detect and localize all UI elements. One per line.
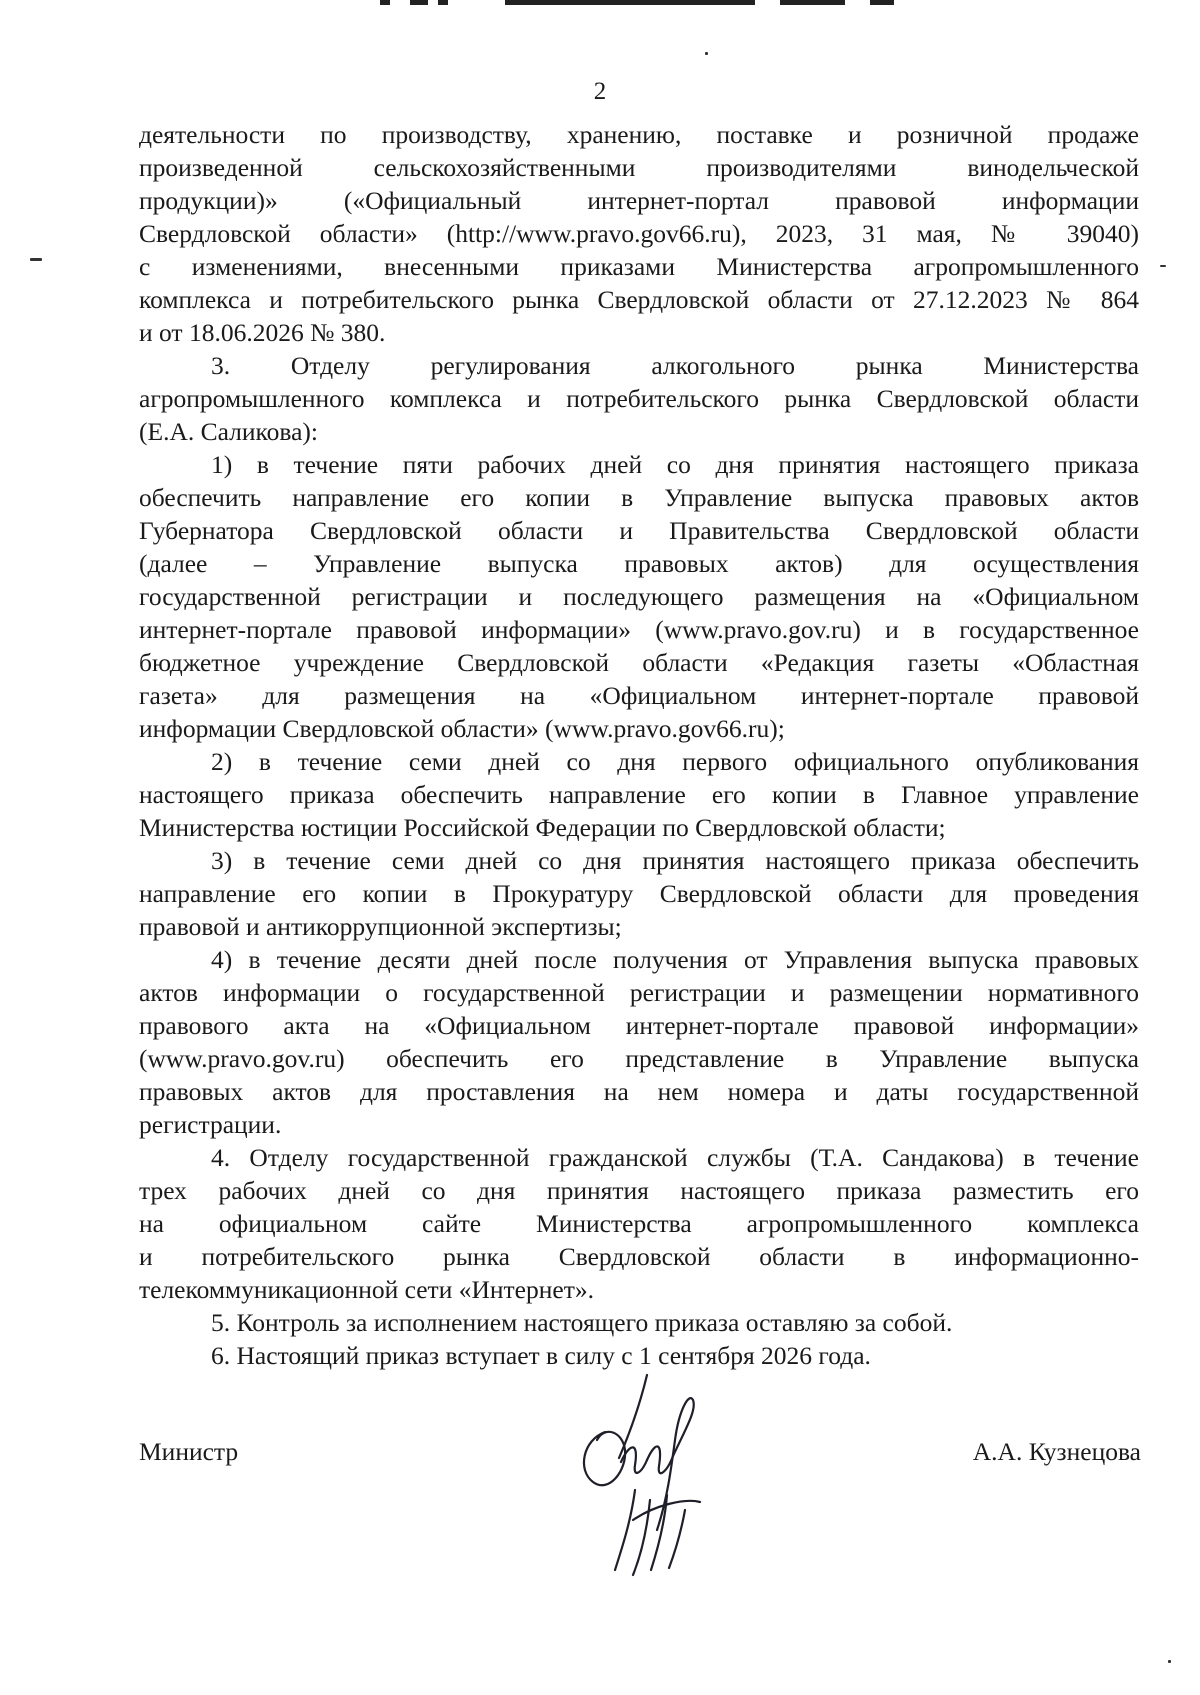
scan-artifact-top	[380, 0, 960, 6]
text-line: продукции)» («Официальный интернет-портал правовой информации	[139, 186, 1139, 215]
text-line: 4) в течение десяти дней после получения от Управления выпуска правовых	[211, 945, 1139, 974]
paragraph-item-6	[139, 1339, 1139, 1372]
signer-name: А.А. Кузнецова	[972, 1437, 1141, 1466]
text-line: направление его копии в Прокуратуру Свердловской области для проведения	[139, 879, 1139, 908]
text-line: 5. Контроль за исполнением настоящего приказа оставляю за собой.	[211, 1308, 953, 1337]
text-line: информации Свердловской области» (www.pravo.gov66.ru);	[139, 714, 785, 743]
text-line: 3) в течение семи дней со дня принятия настоящего приказа обеспечить	[211, 846, 1139, 875]
paragraph-subitem-3	[139, 844, 1139, 943]
text-line: и потребительского рынка Свердловской области в информационно-	[139, 1242, 1139, 1271]
paragraph-item-4	[139, 1141, 1139, 1306]
text-line: Губернатора Свердловской области и Правительства Свердловской области	[139, 516, 1139, 545]
text-line: (Е.А. Саликова):	[139, 417, 318, 446]
text-line: настоящего приказа обеспечить направление его копии в Главное управление	[139, 780, 1139, 809]
text-line: телекоммуникационной сети «Интернет».	[139, 1275, 594, 1304]
text-line: комплекса и потребительского рынка Свердловской области от 27.12.2023 № 864	[139, 285, 1139, 314]
text-line: правовых актов для проставления на нем номера и даты государственной	[139, 1077, 1139, 1106]
text-line: деятельности по производству, хранению, поставке и розничной продаже	[139, 120, 1139, 149]
text-line: с изменениями, внесенными приказами Министерства агропромышленного	[139, 252, 1139, 281]
text-line: (www.pravo.gov.ru) обеспечить его представление в Управление выпуска	[139, 1044, 1139, 1073]
text-line: и от 18.06.2026 № 380.	[139, 318, 386, 347]
paragraph-subitem-2	[139, 745, 1139, 844]
text-line: регистрации.	[139, 1110, 282, 1139]
text-line: агропромышленного комплекса и потребительского рынка Свердловской области	[139, 384, 1139, 413]
text-line: произведенной сельскохозяйственными производителями винодельческой	[139, 153, 1139, 182]
page-number: 2	[593, 78, 607, 105]
paragraph-item-3	[139, 349, 1139, 448]
scan-speck	[30, 258, 42, 261]
text-line: 2) в течение семи дней со дня первого официального опубликования	[211, 747, 1139, 776]
text-line: Свердловской области» (http://www.pravo.gov66.ru), 2023, 31 мая, № 39040)	[139, 219, 1139, 248]
text-line: обеспечить направление его копии в Управление выпуска правовых актов	[139, 483, 1139, 512]
paragraph-continuation	[139, 118, 1139, 349]
text-line: 3. Отделу регулирования алкогольного рынка Министерства	[211, 351, 1139, 380]
text-line: 1) в течение пяти рабочих дней со дня принятия настоящего приказа	[211, 450, 1139, 479]
text-line: государственной регистрации и последующего размещения на «Официальном	[139, 582, 1139, 611]
text-line: 4. Отделу государственной гражданской службы (Т.А. Сандакова) в течение	[211, 1143, 1139, 1172]
text-line: газета» для размещения на «Официальном интернет-портале правовой	[139, 681, 1139, 710]
paragraph-subitem-4	[139, 943, 1139, 1141]
scan-speck	[705, 52, 708, 55]
text-line: актов информации о государственной регистрации и размещении нормативного	[139, 978, 1139, 1007]
text-line: Министерства юстиции Российской Федерации по Свердловской области;	[139, 813, 946, 842]
text-line: (далее – Управление выпуска правовых актов) для осуществления	[139, 549, 1139, 578]
paragraph-item-5	[139, 1306, 1139, 1339]
text-line: бюджетное учреждение Свердловской области «Редакция газеты «Областная	[139, 648, 1139, 677]
text-line: интернет-портале правовой информации» (www.pravo.gov.ru) и в государственное	[139, 615, 1139, 644]
handwritten-signature	[575, 1370, 745, 1580]
text-line: на официальном сайте Министерства агропромышленного комплекса	[139, 1209, 1139, 1238]
document-body	[139, 118, 1139, 1372]
text-line: 6. Настоящий приказ вступает в силу с 1 сентября 2026 года.	[211, 1341, 871, 1370]
text-line: трех рабочих дней со дня принятия настоящего приказа разместить его	[139, 1176, 1139, 1205]
text-line: правового акта на «Официальном интернет-портале правовой информации»	[139, 1011, 1139, 1040]
scan-speck	[1160, 265, 1166, 267]
paragraph-subitem-1	[139, 448, 1139, 745]
text-line: правовой и антикоррупционной экспертизы;	[139, 912, 622, 941]
scan-speck	[1168, 1660, 1171, 1663]
position-title: Министр	[139, 1437, 239, 1466]
